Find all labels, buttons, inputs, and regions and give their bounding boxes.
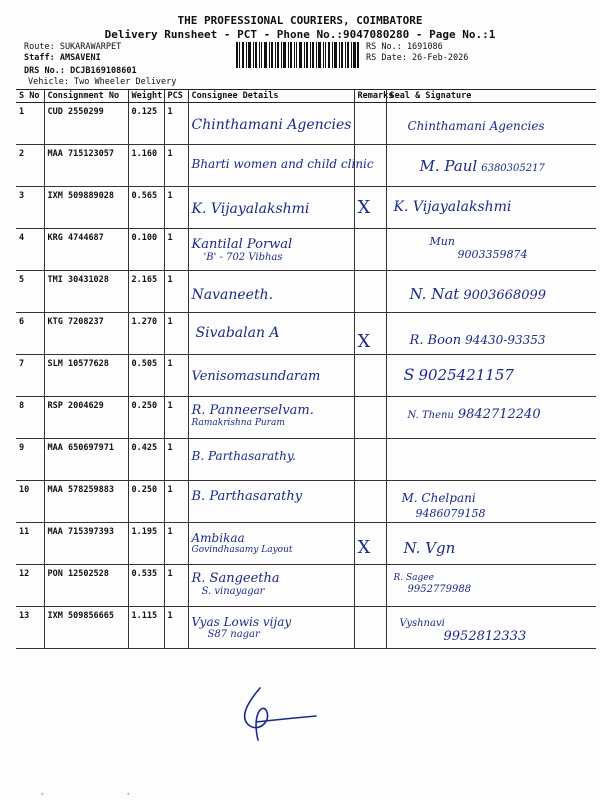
signature-name: S (403, 365, 415, 384)
row-weight: 0.250 (128, 481, 164, 523)
row-remarks (354, 355, 386, 397)
handwritten-signature (230, 680, 320, 750)
col-header-consignee: Consignee Details (188, 90, 354, 103)
row-sno: 2 (16, 145, 44, 187)
row-signature (386, 145, 596, 187)
row-consignment: KRG 4744687 (44, 229, 128, 271)
signature-name: R. Boon (409, 333, 462, 348)
row-signature (386, 229, 596, 271)
row-sno: 4 (16, 229, 44, 271)
row-weight: 0.125 (128, 103, 164, 145)
signature (390, 107, 594, 133)
row-pcs: 1 (164, 523, 188, 565)
row-consignment: MAA 578259883 (44, 481, 128, 523)
row-signature (386, 355, 596, 397)
row-consignment: IXM 509856665 (44, 607, 128, 649)
signature (390, 485, 594, 521)
row-remarks (354, 607, 386, 649)
row-consignee (188, 565, 354, 607)
consignee-handwriting: Sivabalan A (195, 325, 280, 341)
row-sno: 11 (16, 523, 44, 565)
row-signature (386, 313, 596, 355)
signature-phone: 9952812333 (443, 629, 527, 644)
row-sno: 8 (16, 397, 44, 439)
table-row (16, 145, 596, 187)
signature-phone: 9003359874 (457, 248, 528, 261)
row-consignment: RSP 2004629 (44, 397, 128, 439)
table-row (16, 229, 596, 271)
consignee-handwriting: B. Parthasarathy. (191, 449, 296, 463)
col-header-remarks: Remarks (354, 90, 386, 103)
table-row (16, 271, 596, 313)
row-signature (386, 187, 596, 229)
row-consignee (188, 397, 354, 439)
col-header-signature: Seal & Signature (386, 90, 596, 103)
consignee-handwriting: Ambikaa (191, 531, 245, 545)
signature (390, 401, 594, 422)
col-header-pcs: PCS (164, 90, 188, 103)
consignee-handwriting-line2: Govindhasamy Layout (191, 545, 293, 555)
consignee-handwriting-line2: 'B' - 702 Vibhas (203, 252, 283, 263)
company-title: THE PROFESSIONAL COURIERS, COIMBATORE (177, 14, 423, 27)
row-sno: 3 (16, 187, 44, 229)
scan-mark: • (40, 790, 45, 799)
row-pcs: 1 (164, 145, 188, 187)
runsheet-subtitle: Delivery Runsheet - PCT - Phone No.:9047080280 - Page No.:1 (104, 28, 496, 41)
row-pcs: 1 (164, 271, 188, 313)
row-consignee (188, 145, 374, 187)
row-remarks (354, 313, 386, 355)
row-pcs: 1 (164, 481, 188, 523)
row-sno: 7 (16, 355, 44, 397)
row-signature (386, 607, 596, 649)
row-consignee (188, 103, 354, 145)
signature (390, 233, 594, 261)
row-weight: 0.565 (128, 187, 164, 229)
row-consignment: PON 12502528 (44, 565, 128, 607)
row-consignment: CUD 2550299 (44, 103, 128, 145)
row-weight: 0.505 (128, 355, 164, 397)
table-row (16, 313, 596, 355)
signature-phone: 9952779988 (407, 584, 472, 595)
table-row (16, 565, 596, 607)
signature (390, 611, 594, 644)
row-consignee (188, 607, 354, 649)
row-weight: 1.270 (128, 313, 164, 355)
table-row (16, 397, 596, 439)
signature-phone: 6380305217 (481, 163, 545, 174)
row-remarks (354, 229, 386, 271)
row-pcs: 1 (164, 313, 188, 355)
row-remarks (354, 271, 386, 313)
row-weight: 0.250 (128, 397, 164, 439)
table-row (16, 187, 596, 229)
drs-value: DCJB169108601 (70, 66, 137, 76)
table-row (16, 439, 596, 481)
signature-name: N. Nat (409, 285, 460, 303)
row-remarks (354, 103, 386, 145)
signature-name: M. Paul (419, 157, 478, 175)
row-signature (386, 271, 596, 313)
rs-number: RS No.: 1691086 (366, 42, 443, 52)
row-pcs: 1 (164, 103, 188, 145)
consignee-handwriting-line2: Ramakrishna Puram (191, 418, 285, 428)
signature-phone: 9003668099 (463, 288, 547, 303)
signature-name: R. Sagee (393, 573, 434, 583)
row-remarks (354, 481, 386, 523)
signature (390, 275, 594, 303)
table-row (16, 607, 596, 649)
row-consignee (188, 313, 354, 355)
row-consignment: MAA 715123057 (44, 145, 128, 187)
signature-name: M. Chelpani (401, 491, 476, 505)
row-consignment: TMI 30431028 (44, 271, 128, 313)
consignee-handwriting: B. Parthasarathy (191, 489, 303, 504)
table-row (16, 481, 596, 523)
rs-date: RS Date: 26-Feb-2026 (366, 53, 469, 63)
row-pcs: 1 (164, 187, 188, 229)
row-consignee (188, 355, 354, 397)
consignee-handwriting: K. Vijayalakshmi (191, 201, 310, 217)
table-row (16, 355, 596, 397)
row-sno: 13 (16, 607, 44, 649)
row-consignment: IXM 509889028 (44, 187, 128, 229)
consignee-handwriting: Vyas Lowis vijay (191, 615, 292, 629)
row-pcs: 1 (164, 397, 188, 439)
signature-phone: 9842712240 (457, 407, 541, 422)
row-signature (386, 439, 596, 481)
route-label: Route: SUKARAWARPET (24, 42, 122, 52)
row-remarks (354, 439, 386, 481)
signature (390, 317, 594, 348)
consignee-handwriting-line2: S. vinayagar (201, 586, 265, 597)
signature (390, 569, 594, 596)
signature-name: Mun (429, 235, 455, 248)
signature-name: K. Vijayalakshmi (393, 199, 512, 215)
row-sno: 1 (16, 103, 44, 145)
signature-name: N. Thenu (407, 410, 454, 421)
row-consignment: KTG 7208237 (44, 313, 128, 355)
row-remarks (354, 523, 386, 565)
row-pcs: 1 (164, 607, 188, 649)
signature (390, 359, 594, 384)
row-weight: 2.165 (128, 271, 164, 313)
row-weight: 0.100 (128, 229, 164, 271)
signature (390, 527, 594, 557)
row-pcs: 1 (164, 355, 188, 397)
row-signature (386, 523, 596, 565)
row-sno: 10 (16, 481, 44, 523)
consignee-handwriting: Bharti women and child clinic (191, 157, 374, 171)
drs-label: DRS No.: (24, 66, 71, 76)
row-consignee (188, 439, 354, 481)
col-header-sno: S No (16, 90, 44, 103)
row-signature (386, 103, 596, 145)
signature-phone: 9025421157 (418, 366, 514, 384)
row-signature (386, 481, 596, 523)
table-header-row (16, 90, 596, 103)
row-consignment: SLM 10577628 (44, 355, 128, 397)
consignee-handwriting: Navaneeth. (191, 287, 274, 303)
row-signature (386, 397, 596, 439)
scan-mark: • (126, 790, 131, 799)
consignee-handwriting-line2: S87 nagar (207, 629, 260, 640)
row-remarks (354, 397, 386, 439)
runsheet-table (16, 89, 596, 649)
row-sno: 9 (16, 439, 44, 481)
row-sno: 6 (16, 313, 44, 355)
row-weight: 1.160 (128, 145, 164, 187)
consignee-handwriting: Kantilal Porwal (191, 237, 293, 252)
vehicle-label: Vehicle: Two Wheeler Delivery (28, 77, 177, 87)
signature-phone: 9486079158 (415, 507, 486, 520)
drs-line (24, 66, 137, 77)
remark-mark: X (357, 331, 371, 352)
row-weight: 0.425 (128, 439, 164, 481)
staff-value: AMSAVENI (59, 53, 101, 63)
row-consignee (188, 523, 354, 565)
row-consignment: MAA 650697971 (44, 439, 128, 481)
col-header-weight: Weight (128, 90, 164, 103)
signature (390, 149, 594, 175)
row-consignment: MAA 715397393 (44, 523, 128, 565)
row-pcs: 1 (164, 439, 188, 481)
row-remarks (354, 565, 386, 607)
consignee-handwriting: Venisomasundaram (191, 369, 321, 384)
row-consignee (188, 271, 354, 313)
remark-mark: X (357, 537, 371, 558)
signature-phone: 94430-93353 (465, 333, 546, 347)
table-row (16, 523, 596, 565)
row-weight: 1.195 (128, 523, 164, 565)
table-row (16, 103, 596, 145)
row-sno: 5 (16, 271, 44, 313)
row-consignee (188, 229, 354, 271)
row-consignee (188, 187, 354, 229)
consignee-handwriting: Chinthamani Agencies (191, 117, 352, 133)
signature (390, 191, 594, 215)
staff-line (24, 53, 101, 64)
signature-name: N. Vgn (403, 539, 456, 557)
consignee-handwriting: R. Sangeetha (191, 571, 280, 586)
signature-name: Vyshnavi (399, 618, 445, 629)
row-remarks (354, 187, 386, 229)
row-sno: 12 (16, 565, 44, 607)
signature-name: Chinthamani Agencies (407, 119, 545, 133)
row-pcs: 1 (164, 565, 188, 607)
signature (390, 443, 594, 457)
row-weight: 1.115 (128, 607, 164, 649)
row-signature (386, 565, 596, 607)
staff-label: Staff: (24, 53, 60, 63)
barcode-image (236, 42, 360, 68)
col-header-consignment: Consignment No (44, 90, 128, 103)
row-pcs: 1 (164, 229, 188, 271)
consignee-handwriting: R. Panneerselvam. (191, 403, 314, 418)
row-consignee (188, 481, 354, 523)
row-weight: 0.535 (128, 565, 164, 607)
remark-mark: X (357, 197, 371, 218)
